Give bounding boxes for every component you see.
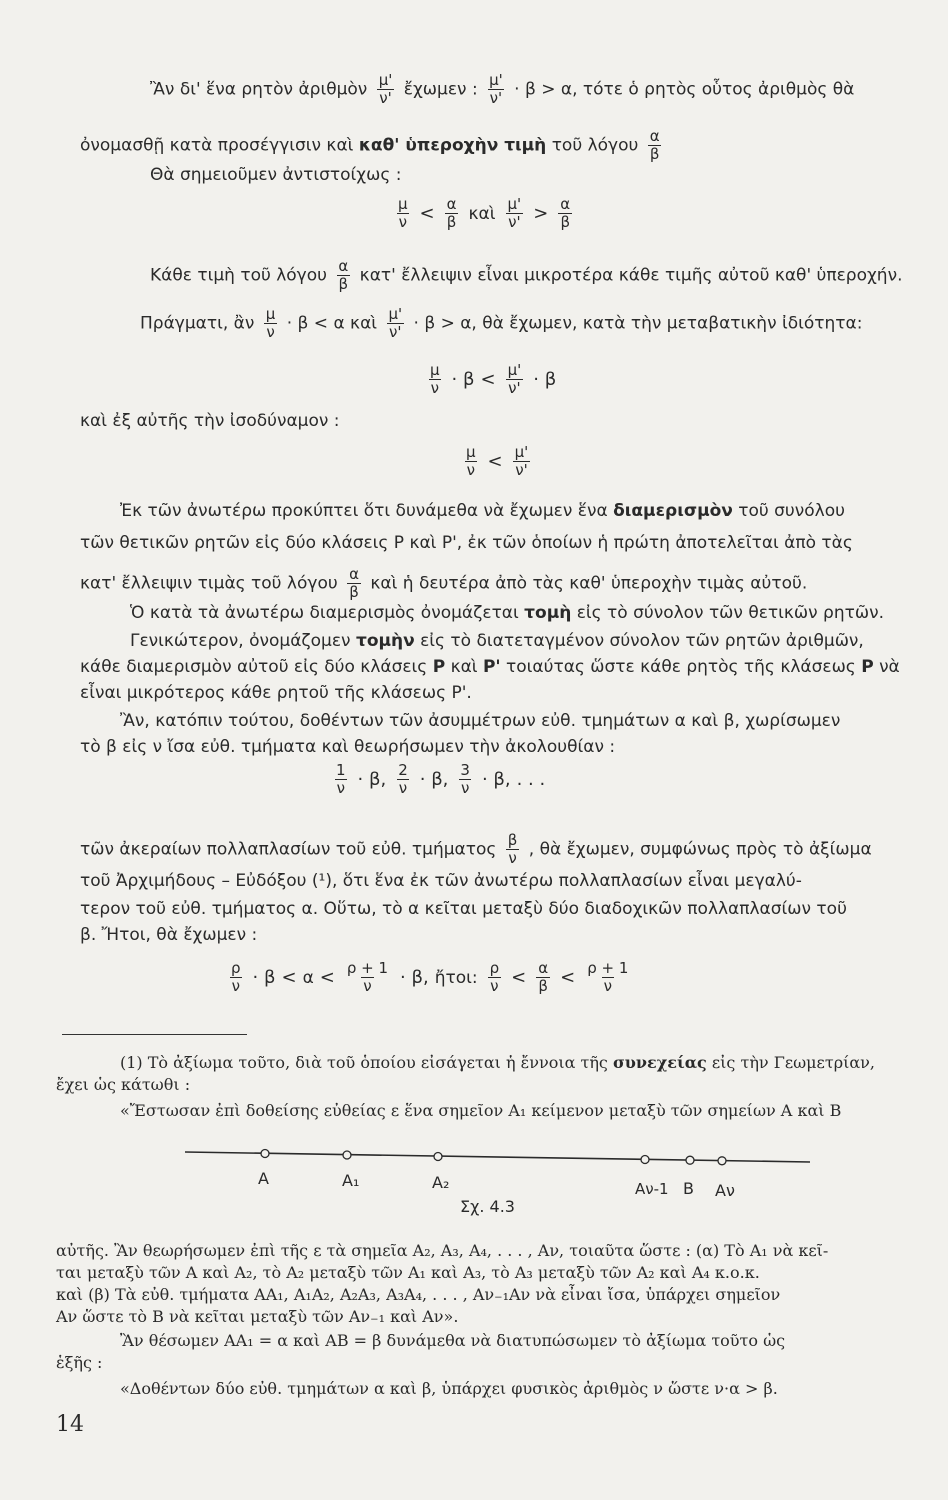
text-line-17: τοῦ Ἀρχιμήδους – Εὐδόξου (¹), ὅτι ἕνα ἐκ τῶν ἀνωτέρω πολλαπλασίων εἶναι μεγαλύ- <box>80 871 802 891</box>
figure-caption: Σχ. 4.3 <box>460 1197 515 1216</box>
label-A1: A₁ <box>342 1171 360 1190</box>
display-archimedes: $\frac{\rho}{\nu}$ · β < α < $\frac{\rho + 1}{\nu}$ · β, ἤτοι: $\frac{\rho}{\nu}$ < $\frac{\alpha}{\beta}$ < $\frac{\rho + 1}{\nu}$ <box>231 959 629 995</box>
text-line-10: Ὁ κατὰ τὰ ἀνωτέρω διαμερισμὸς ὀνομάζεται τομὴ εἰς τὸ σύνολον τῶν θετικῶν ρητῶν. <box>130 603 884 623</box>
text-line-3: Θὰ σημειοῦμεν ἀντιστοίχως : <box>150 165 402 185</box>
text-line-2: ὀνομασθῇ κατὰ προσέγγισιν καὶ καθ' ὑπεροχὴν τιμὴ τοῦ λόγου $\frac{\alpha}{\beta}$ <box>80 127 660 163</box>
text-line-8: τῶν θετικῶν ρητῶν εἰς δύο κλάσεις P καὶ P', ἐκ τῶν ὁποίων ἡ πρώτη ἀποτελεῖται ἀπὸ τὰς <box>80 533 853 553</box>
footnote-separator <box>62 1034 247 1035</box>
point-A1 <box>343 1151 351 1159</box>
text-line-1: Ἂν δι' ἕνα ρητὸν ἀριθμὸν $\frac{\mu'}{\nu'}$ ἔχωμεν : $\frac{\mu'}{\nu'}$ · β > α, τότε ὁ ρητὸς οὗτος ἀριθμὸς θὰ <box>150 71 855 107</box>
text-line-7: Ἐκ τῶν ἀνωτέρω προκύπτει ὅτι δυνάμεθα νὰ ἔχωμεν ἕνα διαμερισμὸν τοῦ συνόλου <box>120 501 845 521</box>
footnote-line-5: ται μεταξὺ τῶν A καὶ A₂, τὸ A₂ μεταξὺ τῶν A₁ καὶ A₃, τὸ A₃ μεταξὺ τῶν A₂ καὶ A₄ κ.ο.κ. <box>56 1263 760 1282</box>
footnote-line-4: αὐτῆς. Ἂν θεωρήσωμεν ἐπὶ τῆς ε τὰ σημεῖα A₂, A₃, A₄, . . . , Aν, τοιαῦτα ὥστε : (α) Τὸ A₁ νὰ κεῖ- <box>56 1241 829 1260</box>
footnote-line-9: ἑξῆς : <box>56 1353 103 1372</box>
point-A <box>261 1150 269 1158</box>
text-line-12: κάθε διαμερισμὸν αὐτοῦ εἰς δύο κλάσεις P καὶ P' τοιαύτας ὥστε κάθε ρητὸς τῆς κλάσεως P νὰ <box>80 657 900 677</box>
point-A2 <box>434 1153 442 1161</box>
point-B <box>686 1156 694 1164</box>
display-inequality-1: $\frac{\mu}{\nu}$ < $\frac{\alpha}{\beta}$ καὶ $\frac{\mu'}{\nu'}$ > $\frac{\alpha}{\beta}$ <box>398 195 571 231</box>
text-line-15: τὸ β εἰς ν ἴσα εὐθ. τμήματα καὶ θεωρήσωμεν τὴν ἀκολουθίαν : <box>80 737 616 757</box>
label-A: A <box>258 1169 269 1188</box>
footnote-line-10: «Δοθέντων δύο εὐθ. τμημάτων α καὶ β, ὑπάρχει φυσικὸς ἀριθμὸς ν ὥστε ν·α > β. <box>120 1379 778 1398</box>
text-line-6: καὶ ἐξ αὐτῆς τὴν ἰσοδύναμον : <box>80 411 340 431</box>
fraction-mu-nu-prime: $\frac{\mu'}{\nu'}$ <box>489 71 503 107</box>
text-line-4: Κάθε τιμὴ τοῦ λόγου $\frac{\alpha}{\beta}$ κατ' ἔλλειψιν εἶναι μικροτέρα κάθε τιμῆς αὐτοῦ καθ' ὑπεροχήν. <box>150 257 903 293</box>
text-line-13: εἶναι μικρότερος κάθε ρητοῦ τῆς κλάσεως P'. <box>80 683 472 703</box>
text-line-18: τερον τοῦ εὐθ. τμήματος α. Οὕτω, τὸ α κεῖται μεταξὺ δύο διαδοχικῶν πολλαπλασίων τοῦ <box>80 899 847 919</box>
footnote-line-6: καὶ (β) Τὰ εὐθ. τμήματα AA₁, A₁A₂, A₂A₃, A₃A₄, . . . , Aν₋₁Aν νὰ εἶναι ἴσα, ὑπάρχει σημεῖον <box>56 1285 781 1304</box>
axiom-diagram <box>180 1140 820 1220</box>
page-number: 14 <box>56 1412 84 1437</box>
text-line-9: κατ' ἔλλειψιν τιμὰς τοῦ λόγου $\frac{\alpha}{\beta}$ καὶ ἡ δευτέρα ἀπὸ τὰς καθ' ὑπεροχὴν τιμὰς αὐτοῦ. <box>80 565 808 601</box>
point-An <box>718 1157 726 1165</box>
label-An-1: Aν-1 <box>635 1180 669 1198</box>
text-line-14: Ἂν, κατόπιν τούτου, δοθέντων τῶν ἀσυμμέτρων εὐθ. τμημάτων α καὶ β, χωρίσωμεν <box>120 711 841 731</box>
footnote-line-3: «Ἔστωσαν ἐπὶ δοθείσης εὐθείας ε ἕνα σημεῖον A₁ κείμενον μεταξὺ τῶν σημείων A καὶ B <box>120 1101 842 1120</box>
footnote-line-2: ἔχει ὡς κάτωθι : <box>56 1075 191 1094</box>
label-An: Aν <box>715 1181 735 1200</box>
display-inequality-2: $\frac{\mu}{\nu}$ · β < $\frac{\mu'}{\nu'}$ · β <box>430 361 557 397</box>
fraction-alpha-beta: $\frac{\alpha}{\beta}$ <box>649 127 660 163</box>
footnote-line-1: (1) Τὸ ἀξίωμα τοῦτο, διὰ τοῦ ὁποίου εἰσάγεται ἡ ἔννοια τῆς συνεχείας εἰς τὴν Γεωμετρίαν, <box>120 1053 875 1072</box>
line-epsilon <box>185 1152 810 1162</box>
fraction-mu-nu-prime: $\frac{\mu'}{\nu'}$ <box>378 71 393 107</box>
point-An-1 <box>641 1156 649 1164</box>
text-line-19: β. Ἤτοι, θὰ ἔχωμεν : <box>80 925 258 945</box>
display-inequality-3: $\frac{\mu}{\nu}$ < $\frac{\mu'}{\nu'}$ <box>466 443 529 479</box>
display-sequence: $\frac{1}{\nu}$ · β, $\frac{2}{\nu}$ · β, $\frac{3}{\nu}$ · β, . . . <box>336 761 546 797</box>
footnote-line-8: Ἂν θέσωμεν AA₁ = α καὶ AB = β δυνάμεθα νὰ διατυπώσωμεν τὸ ἀξίωμα τοῦτο ὡς <box>120 1331 786 1350</box>
text-line-5: Πράγματι, ἂν $\frac{\mu}{\nu}$ · β < α καὶ $\frac{\mu'}{\nu'}$ · β > α, θὰ ἔχωμεν, κατὰ τὴν μεταβατικὴν ἰδιότητα: <box>140 305 863 341</box>
label-B: B <box>683 1179 694 1198</box>
footnote-line-7: Aν ὥστε τὸ B νὰ κεῖται μεταξὺ τῶν Aν₋₁ καὶ Aν». <box>56 1307 459 1326</box>
label-A2: A₂ <box>432 1173 450 1192</box>
text-line-11: Γενικώτερον, ὀνομάζομεν τομὴν εἰς τὸ διατεταγμένον σύνολον τῶν ρητῶν ἀριθμῶν, <box>130 631 864 651</box>
text-line-16: τῶν ἀκεραίων πολλαπλασίων τοῦ εὐθ. τμήματος $\frac{\beta}{\nu}$ , θὰ ἔχωμεν, συμφώνως πρὸς τὸ ἀξίωμα <box>80 831 872 867</box>
